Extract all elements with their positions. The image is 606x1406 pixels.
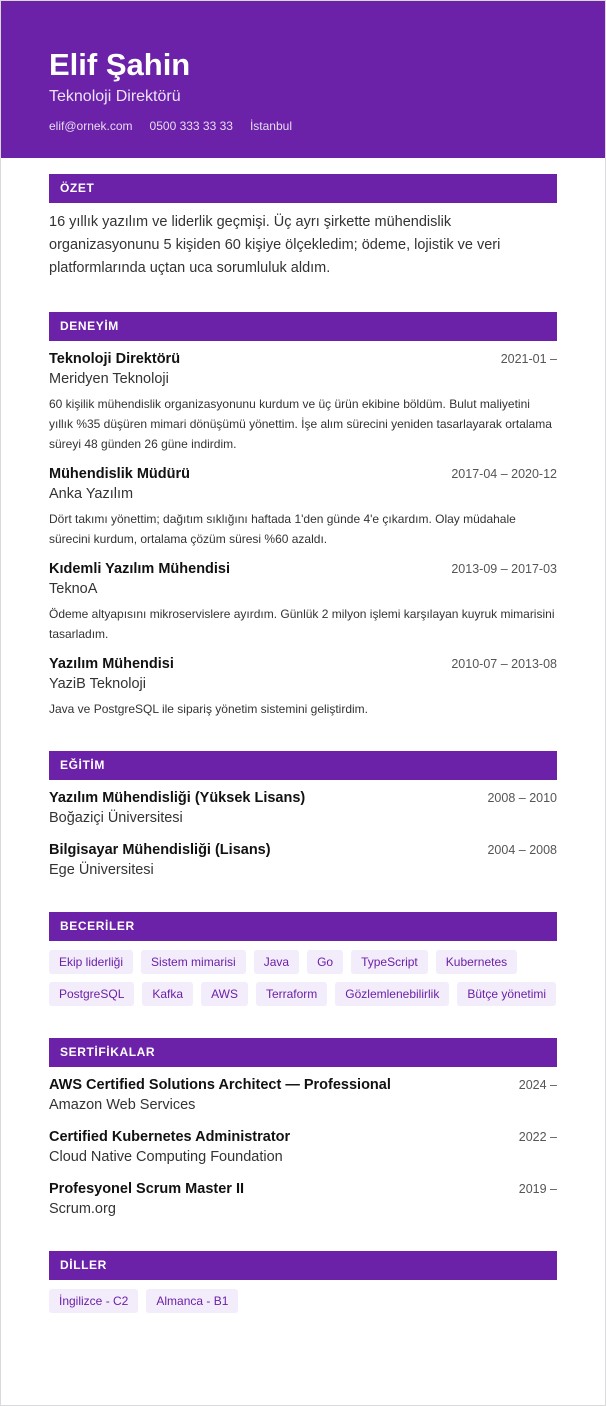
entry-description: Ödeme altyapısını mikroservislere ayırdım. Günlük 2 milyon işlemi karşılayan kuyruk mimarisini tasarladım. — [49, 607, 555, 641]
entry-date: 2004 – 2008 — [487, 843, 557, 857]
entry-org: YaziB Teknoloji — [49, 676, 146, 692]
entry-description: Java ve PostgreSQL ile sipariş yönetim sistemini geliştirdim. — [49, 702, 369, 716]
entry-org: TeknoA — [49, 581, 98, 597]
section-heading-summary: ÖZET — [49, 174, 557, 203]
entry-date: 2022 – — [518, 1130, 557, 1144]
entry-date: 2013-09 – 2017-03 — [451, 562, 557, 576]
entry-title: Bilgisayar Mühendisliği (Lisans) — [49, 842, 271, 858]
certification-entry — [49, 1179, 557, 1219]
section-heading-languages: DİLLER — [49, 1251, 557, 1280]
entry-date: 2010-07 – 2013-08 — [451, 657, 557, 671]
contact-city: İstanbul — [249, 119, 292, 133]
experience-entry — [49, 464, 557, 549]
resume-header — [1, 1, 605, 158]
entry-org: Ege Üniversitesi — [49, 862, 154, 878]
contact-email: elif@ornek.com — [49, 119, 133, 133]
person-name: Elif Şahin — [49, 47, 191, 82]
summary-text: 16 yıllık yazılım ve liderlik geçmişi. Üç ayrı şirkette mühendislik organizasyonunu 5 kişiden 60 kişiye ölçekledim; ödeme, lojistik ve veri platformlarında uçtan uca sorumluluk aldım. — [49, 214, 501, 276]
entry-title: Yazılım Mühendisliği (Yüksek Lisans) — [49, 790, 306, 806]
entry-date: 2021-01 – — [500, 352, 557, 366]
skill-chip: TypeScript — [351, 950, 428, 974]
contact-phone: 0500 333 33 33 — [149, 119, 233, 133]
section-heading-skills: BECERİLER — [49, 912, 557, 941]
entry-title: Mühendislik Müdürü — [49, 466, 190, 482]
entry-org: Cloud Native Computing Foundation — [49, 1149, 283, 1165]
resume-content — [1, 158, 605, 1313]
entry-title: Yazılım Mühendisi — [49, 656, 174, 672]
entry-date: 2024 – — [518, 1078, 557, 1092]
section-heading-experience: DENEYİM — [49, 312, 557, 341]
skills-list — [49, 950, 557, 1006]
skill-chip: Bütçe yönetimi — [457, 982, 556, 1006]
skill-chip: Ekip liderliği — [49, 950, 133, 974]
entry-description: Dört takımı yönettim; dağıtım sıklığını haftada 1'den günde 4'e çıkardım. Olay müdahale sürecini kurdum, ortalama çözüm süresi %60 azaldı. — [49, 512, 516, 546]
education-list — [49, 788, 557, 880]
certification-entry — [49, 1075, 557, 1115]
education-entry — [49, 788, 557, 828]
entry-date: 2017-04 – 2020-12 — [451, 467, 557, 481]
entry-title: Teknoloji Direktörü — [49, 351, 181, 367]
contact-line — [49, 119, 557, 133]
entry-title: Profesyonel Scrum Master II — [49, 1181, 245, 1197]
certification-list — [49, 1075, 557, 1219]
entry-org: Boğaziçi Üniversitesi — [49, 810, 183, 826]
language-chip: İngilizce - C2 — [49, 1289, 138, 1313]
experience-entry — [49, 654, 557, 719]
entry-org: Anka Yazılım — [49, 486, 134, 502]
entry-title: Certified Kubernetes Administrator — [49, 1129, 291, 1145]
entry-date: 2019 – — [518, 1182, 557, 1196]
skill-chip: AWS — [201, 982, 248, 1006]
skill-chip: Kubernetes — [436, 950, 517, 974]
entry-org: Meridyen Teknoloji — [49, 371, 169, 387]
experience-entry — [49, 559, 557, 644]
section-heading-certifications: SERTİFİKALAR — [49, 1038, 557, 1067]
skill-chip: Kafka — [142, 982, 193, 1006]
skill-chip: Go — [307, 950, 343, 974]
entry-title: AWS Certified Solutions Architect — Professional — [49, 1077, 391, 1093]
section-heading-education: EĞİTİM — [49, 751, 557, 780]
skill-chip: Gözlemlenebilirlik — [335, 982, 449, 1006]
skill-chip: Java — [254, 950, 299, 974]
certification-entry — [49, 1127, 557, 1167]
languages-list — [49, 1289, 557, 1313]
language-chip: Almanca - B1 — [146, 1289, 238, 1313]
person-title: Teknoloji Direktörü — [49, 88, 181, 105]
skill-chip: PostgreSQL — [49, 982, 134, 1006]
experience-list — [49, 349, 557, 719]
entry-org: Amazon Web Services — [49, 1097, 196, 1113]
entry-title: Kıdemli Yazılım Mühendisi — [49, 561, 231, 577]
experience-entry — [49, 349, 557, 454]
skill-chip: Terraform — [256, 982, 327, 1006]
entry-date: 2008 – 2010 — [487, 791, 557, 805]
skill-chip: Sistem mimarisi — [141, 950, 246, 974]
entry-description: 60 kişilik mühendislik organizasyonunu kurdum ve üç ürün ekibine böldüm. Bulut maliyetini yıllık %35 düşüren mimari dönüşümü yönettim. İşe alım sürecini yeniden tasarlayarak ortalama süreyi 48 günden 26 güne indirdim. — [49, 397, 552, 451]
education-entry — [49, 840, 557, 880]
entry-org: Scrum.org — [49, 1201, 116, 1217]
